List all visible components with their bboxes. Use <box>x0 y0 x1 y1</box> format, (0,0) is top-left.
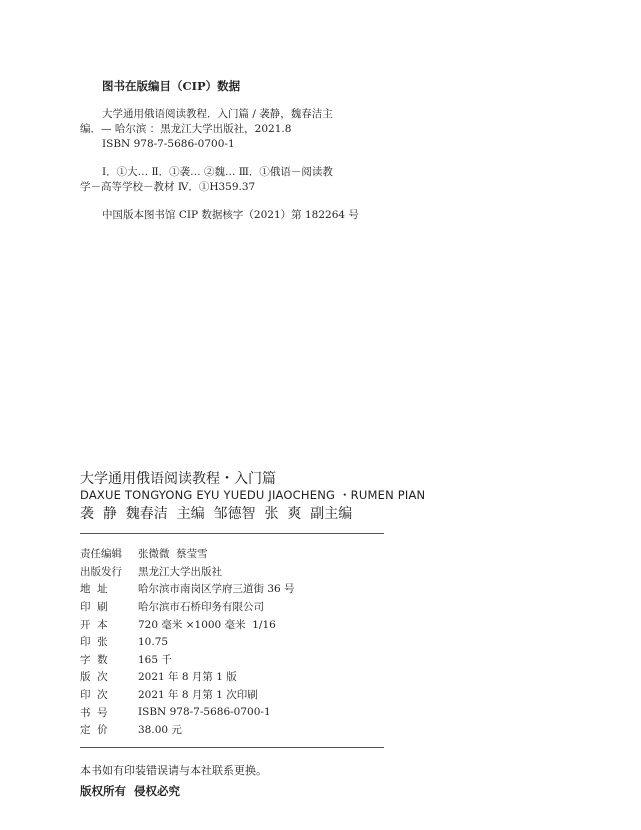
info-label: 字 数 <box>80 653 108 666</box>
info-label: 版 次 <box>80 671 108 684</box>
bottom-divider <box>80 747 384 748</box>
info-label: 定 价 <box>80 724 108 737</box>
info-row <box>80 668 295 686</box>
info-label: 责任编辑 <box>80 548 122 561</box>
info-value: 2021 年 8 月第 1 版 <box>138 671 237 684</box>
info-value: 黑龙江大学出版社 <box>138 565 222 578</box>
info-row <box>80 651 295 669</box>
info-row <box>80 615 295 633</box>
info-row <box>80 563 295 581</box>
info-label: 印 次 <box>80 689 108 702</box>
info-row <box>80 598 295 616</box>
info-row <box>80 703 295 721</box>
book-title: 大学通用俄语阅读教程・入门篇 <box>80 471 276 487</box>
cip-line-6: 中国版本图书馆 CIP 数据核字（2021）第 182264 号 <box>102 209 359 221</box>
cip-line-2: 编．— 哈尔滨 ：黑龙江大学出版社，2021.8 <box>80 123 292 135</box>
info-label: 书 号 <box>80 706 108 719</box>
book-pinyin-title: DAXUE TONGYONG EYU YUEDU JIAOCHENG ・RUMEN PIAN <box>80 488 426 502</box>
info-row <box>80 686 295 704</box>
info-value: ISBN 978-7-5686-0700-1 <box>138 706 271 719</box>
info-row <box>80 545 295 563</box>
info-label: 地 址 <box>80 583 108 596</box>
info-value: 10.75 <box>138 635 169 648</box>
info-label: 开 本 <box>80 618 108 631</box>
info-label: 出版发行 <box>80 565 122 578</box>
info-label: 印 刷 <box>80 601 108 614</box>
info-value: 165 千 <box>138 653 172 666</box>
publication-info-table <box>80 545 295 739</box>
book-authors: 袭 静 魏春洁 主编 邹德智 张 爽 副主编 <box>80 506 353 522</box>
cip-heading: 图书在版编目（CIP）数据 <box>102 79 241 93</box>
info-row <box>80 580 295 598</box>
replacement-notice: 本书如有印装错误请与本社联系更换。 <box>80 764 267 777</box>
copyright-notice: 版权所有 侵权必究 <box>80 784 181 798</box>
cip-line-3: ISBN 978-7-5686-0700-1 <box>102 138 235 150</box>
info-value: 2021 年 8 月第 1 次印刷 <box>138 689 258 702</box>
info-value: 哈尔滨市石桥印务有限公司 <box>138 601 264 614</box>
info-value: 720 毫米 ×1000 毫米 1/16 <box>138 618 276 631</box>
info-value: 哈尔滨市南岗区学府三道街 36 号 <box>138 583 295 596</box>
info-row <box>80 633 295 651</box>
info-label: 印 张 <box>80 636 108 649</box>
cip-line-5: 学－高等学校－教材 Ⅳ．①H359.37 <box>80 181 256 193</box>
top-divider <box>80 533 384 534</box>
info-value: 张微微 蔡莹雪 <box>138 548 208 561</box>
cip-line-1: 大学通用俄语阅读教程．入门篇 / 袭静，魏春洁主 <box>102 108 333 120</box>
cip-line-4: Ⅰ．①大… Ⅱ．①袭… ②魏… Ⅲ．①俄语－阅读教 <box>102 166 333 178</box>
info-row <box>80 721 295 739</box>
info-value: 38.00 元 <box>138 724 182 737</box>
